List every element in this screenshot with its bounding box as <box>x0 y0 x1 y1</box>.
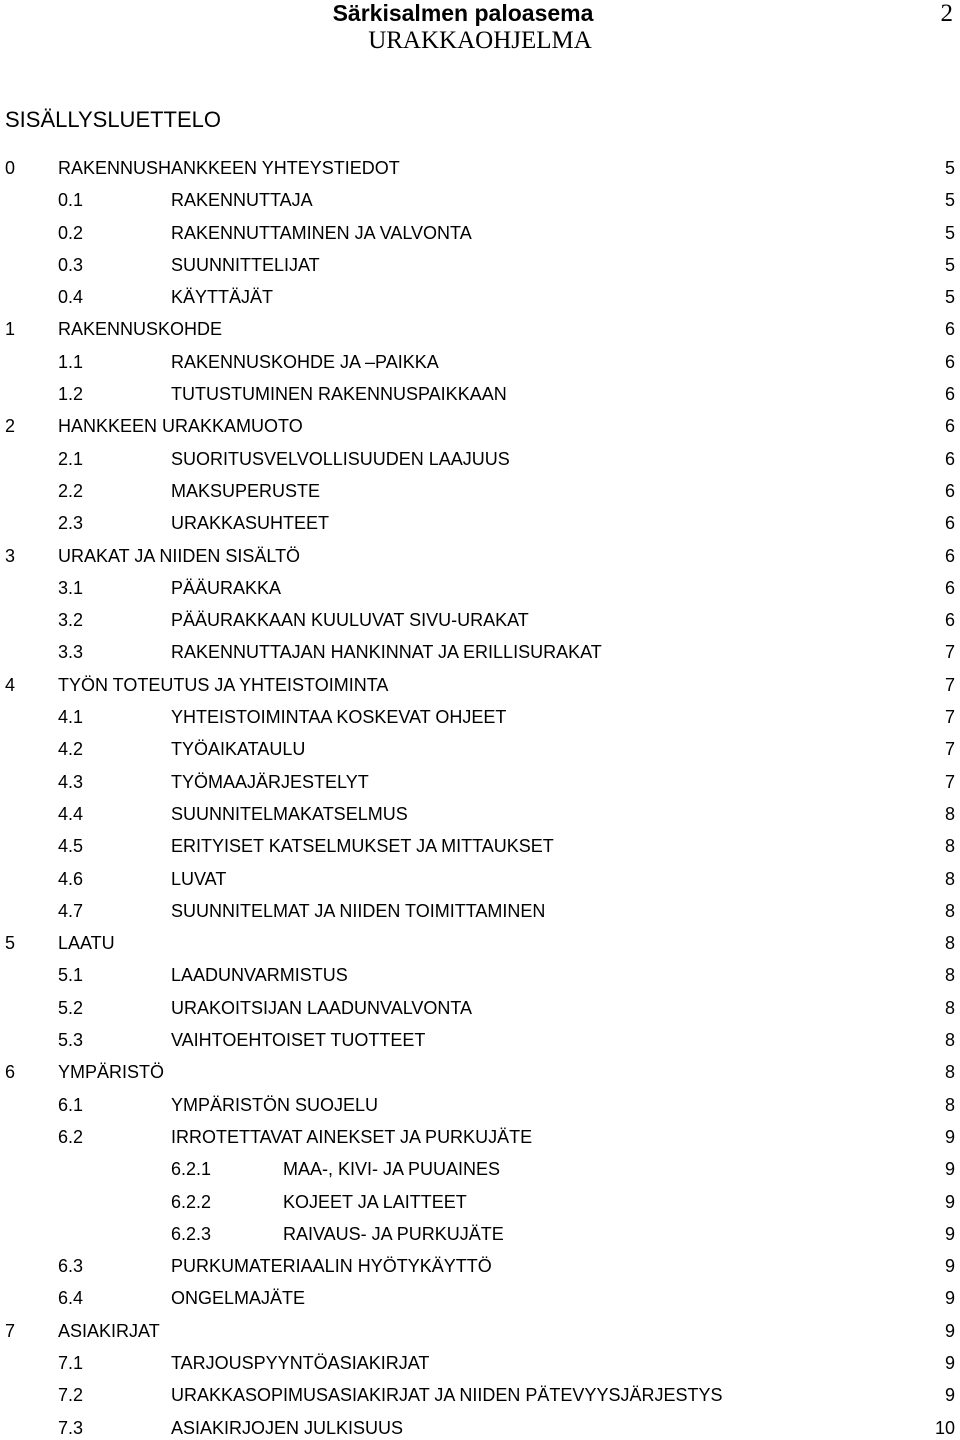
toc-entry <box>0 1385 960 1405</box>
toc-entry-page: 8 <box>944 997 955 1018</box>
toc-entry <box>0 158 960 178</box>
toc-entry-title: ONGELMAJÄTE <box>171 1288 306 1309</box>
toc-entry-page: 9 <box>944 1126 955 1147</box>
toc-entry <box>0 546 960 566</box>
toc-entry-number: 4.4 <box>58 803 84 824</box>
toc-entry-number: 7 <box>5 1320 16 1341</box>
document-title: Särkisalmen paloasema <box>332 0 594 26</box>
toc-entry <box>0 255 960 275</box>
toc-entry-title: URAKKASOPIMUSASIAKIRJAT JA NIIDEN PÄTEVYYSJÄRJESTYS <box>171 1385 723 1406</box>
toc-entry-title: TYÖN TOTEUTUS JA YHTEISTOIMINTA <box>58 674 389 695</box>
toc-entry-title: TUTUSTUMINEN RAKENNUSPAIKKAAN <box>171 384 507 405</box>
toc-entry-title: RAKENNUSHANKKEEN YHTEYSTIEDOT <box>58 158 400 178</box>
page-header <box>0 0 960 60</box>
toc-entry-page: 8 <box>944 965 955 986</box>
toc-entry-number: 2.1 <box>58 448 84 469</box>
toc-entry <box>0 1095 960 1115</box>
toc-entry-title: TARJOUSPYYNTÖASIAKIRJAT <box>171 1352 430 1373</box>
toc-entry-title: TYÖAIKATAULU <box>171 739 306 760</box>
toc-entry-title: PURKUMATERIAALIN HYÖTYKÄYTTÖ <box>171 1256 492 1277</box>
toc-entry-number: 4.5 <box>58 836 84 857</box>
toc-entry-title: PÄÄURAKKA <box>171 577 282 598</box>
toc-entry-page: 5 <box>944 158 955 178</box>
toc-entry-page: 8 <box>944 933 955 954</box>
toc-entry-number: 7.2 <box>58 1385 84 1406</box>
toc-entry <box>0 675 960 695</box>
toc-entry-page: 6 <box>944 545 955 566</box>
toc-entry-title: TYÖMAAJÄRJESTELYT <box>171 771 369 792</box>
toc-entry <box>0 1159 960 1179</box>
toc-entry-title: VAIHTOEHTOISET TUOTTEET <box>171 1030 426 1051</box>
toc-entry-number: 3.1 <box>58 577 84 598</box>
toc-entry-title: RAKENNUTTAJAN HANKINNAT JA ERILLISURAKAT <box>171 642 602 663</box>
table-of-contents <box>0 158 960 1438</box>
toc-entry-number: 4.2 <box>58 739 84 760</box>
toc-entry-page: 9 <box>944 1191 955 1212</box>
toc-entry-title: URAKOITSIJAN LAADUNVALVONTA <box>171 997 473 1018</box>
toc-entry <box>0 642 960 662</box>
toc-entry-page: 8 <box>944 803 955 824</box>
toc-entry-page: 6 <box>944 416 955 437</box>
toc-entry-title: MAA-, KIVI- JA PUUAINES <box>283 1159 501 1180</box>
toc-entry-number: 3.2 <box>58 610 84 631</box>
toc-entry-page: 9 <box>944 1385 955 1406</box>
toc-entry-page: 8 <box>944 868 955 889</box>
toc-entry <box>0 1030 960 1050</box>
toc-entry-title: URAKKASUHTEET <box>171 513 330 534</box>
toc-entry-title: RAKENNUSKOHDE JA –PAIKKA <box>171 351 439 372</box>
toc-entry-page: 5 <box>944 254 955 275</box>
toc-entry-number: 6.1 <box>58 1094 84 1115</box>
toc-entry-title: KOJEET JA LAITTEET <box>283 1191 467 1212</box>
toc-entry-title: URAKAT JA NIIDEN SISÄLTÖ <box>58 545 301 566</box>
toc-entry-title: SUUNNITELMAKATSELMUS <box>171 803 408 824</box>
toc-entry-title: ASIAKIRJOJEN JULKISUUS <box>171 1417 404 1438</box>
toc-entry-title: SUORITUSVELVOLLISUUDEN LAAJUUS <box>171 448 510 469</box>
toc-entry-number: 6.2.3 <box>171 1223 212 1244</box>
toc-entry-title: KÄYTTÄJÄT <box>171 287 274 308</box>
toc-entry-page: 9 <box>944 1288 955 1309</box>
toc-entry-page: 6 <box>944 513 955 534</box>
toc-entry-page: 9 <box>944 1223 955 1244</box>
document-subtitle: URAKKAOHJELMA <box>368 27 592 54</box>
toc-entry-title: PÄÄURAKKAAN KUULUVAT SIVU-URAKAT <box>171 610 529 631</box>
toc-entry-title: MAKSUPERUSTE <box>171 480 321 501</box>
toc-entry-page: 7 <box>944 674 955 695</box>
toc-entry <box>0 481 960 501</box>
toc-entry-page: 6 <box>944 319 955 340</box>
toc-entry-number: 3 <box>5 545 16 566</box>
toc-entry-page: 6 <box>944 577 955 598</box>
toc-entry-page: 8 <box>944 836 955 857</box>
toc-entry-page: 9 <box>944 1256 955 1277</box>
toc-entry-page: 6 <box>944 351 955 372</box>
toc-entry-number: 6.3 <box>58 1256 84 1277</box>
toc-entry-number: 5.2 <box>58 997 84 1018</box>
toc-entry <box>0 1062 960 1082</box>
toc-entry-number: 6.2.2 <box>171 1191 212 1212</box>
toc-entry <box>0 449 960 469</box>
toc-entry-page: 8 <box>944 900 955 921</box>
toc-entry <box>0 1321 960 1341</box>
toc-entry <box>0 707 960 727</box>
toc-entry-number: 7.1 <box>58 1352 84 1373</box>
toc-entry-number: 7.3 <box>58 1417 84 1438</box>
toc-entry <box>0 869 960 889</box>
toc-entry-page: 7 <box>944 707 955 728</box>
toc-entry <box>0 1192 960 1212</box>
toc-heading: SISÄLLYSLUETTELO <box>5 107 222 132</box>
toc-entry <box>0 578 960 598</box>
toc-entry-number: 6.4 <box>58 1288 84 1309</box>
toc-entry-title: SUUNNITTELIJAT <box>171 254 320 275</box>
page-number: 2 <box>940 0 953 27</box>
toc-entry-page: 5 <box>944 222 955 243</box>
toc-entry-number: 5.3 <box>58 1030 84 1051</box>
toc-entry-number: 5 <box>5 933 16 954</box>
toc-entry-number: 2.3 <box>58 513 84 534</box>
toc-entry-page: 6 <box>944 384 955 405</box>
toc-entry-title: YHTEISTOIMINTAA KOSKEVAT OHJEET <box>171 707 507 728</box>
toc-entry-title: YMPÄRISTÖN SUOJELU <box>171 1094 379 1115</box>
toc-entry <box>0 416 960 436</box>
toc-entry-number: 2 <box>5 416 16 437</box>
toc-entry-number: 1.1 <box>58 351 84 372</box>
toc-entry-page: 5 <box>944 190 955 211</box>
toc-entry <box>0 1353 960 1373</box>
toc-entry-page: 7 <box>944 771 955 792</box>
toc-entry <box>0 223 960 243</box>
toc-entry-number: 6.2 <box>58 1126 84 1147</box>
toc-entry <box>0 1256 960 1276</box>
toc-entry <box>0 610 960 630</box>
toc-entry <box>0 1127 960 1147</box>
toc-entry-number: 4.1 <box>58 707 84 728</box>
toc-entry <box>0 352 960 372</box>
toc-entry-title: RAKENNUTTAMINEN JA VALVONTA <box>171 222 472 243</box>
toc-entry-page: 7 <box>944 739 955 760</box>
toc-entry <box>0 901 960 921</box>
toc-entry-title: RAKENNUSKOHDE <box>58 319 223 340</box>
toc-entry-number: 4 <box>5 674 16 695</box>
toc-entry-number: 1 <box>5 319 16 340</box>
toc-entry <box>0 1288 960 1308</box>
toc-entry-number: 0.3 <box>58 254 84 275</box>
toc-entry-number: 6.2.1 <box>171 1159 212 1180</box>
toc-entry-page: 9 <box>944 1320 955 1341</box>
toc-entry-number: 4.6 <box>58 868 84 889</box>
toc-entry-title: LAATU <box>58 933 115 954</box>
toc-entry-title: LAADUNVARMISTUS <box>171 965 348 986</box>
toc-entry-number: 0 <box>5 158 16 178</box>
toc-entry-page: 5 <box>944 287 955 308</box>
toc-entry-page: 8 <box>944 1030 955 1051</box>
toc-entry <box>0 513 960 533</box>
toc-entry-number: 3.3 <box>58 642 84 663</box>
toc-entry <box>0 1224 960 1244</box>
toc-entry-page: 7 <box>944 642 955 663</box>
toc-entry-number: 0.1 <box>58 190 84 211</box>
toc-entry-title: RAIVAUS- JA PURKUJÄTE <box>283 1223 504 1244</box>
toc-entry-page: 8 <box>944 1062 955 1083</box>
toc-entry-number: 0.4 <box>58 287 84 308</box>
toc-entry <box>0 804 960 824</box>
toc-entry-title: YMPÄRISTÖ <box>58 1062 165 1083</box>
toc-entry-page: 6 <box>944 480 955 501</box>
toc-entry-title: RAKENNUTTAJA <box>171 190 313 211</box>
toc-entry-title: ASIAKIRJAT <box>58 1320 160 1341</box>
toc-entry <box>0 965 960 985</box>
toc-entry-title: ERITYISET KATSELMUKSET JA MITTAUKSET <box>171 836 554 857</box>
toc-entry-number: 6 <box>5 1062 16 1083</box>
toc-entry-title: LUVAT <box>171 868 227 889</box>
toc-entry-page: 9 <box>944 1159 955 1180</box>
toc-entry-number: 5.1 <box>58 965 84 986</box>
toc-entry-title: SUUNNITELMAT JA NIIDEN TOIMITTAMINEN <box>171 900 546 921</box>
toc-entry-title: HANKKEEN URAKKAMUOTO <box>58 416 303 437</box>
toc-entry <box>0 319 960 339</box>
toc-entry <box>0 998 960 1018</box>
toc-entry-page: 6 <box>944 448 955 469</box>
toc-entry-number: 4.7 <box>58 900 84 921</box>
toc-entry-number: 1.2 <box>58 384 84 405</box>
toc-entry-title: IRROTETTAVAT AINEKSET JA PURKUJÄTE <box>171 1126 533 1147</box>
toc-entry <box>0 933 960 953</box>
toc-entry <box>0 190 960 210</box>
toc-entry-page: 9 <box>944 1352 955 1373</box>
toc-entry <box>0 836 960 856</box>
toc-entry <box>0 772 960 792</box>
toc-entry <box>0 1418 960 1438</box>
toc-entry-number: 4.3 <box>58 771 84 792</box>
toc-entry-number: 0.2 <box>58 222 84 243</box>
toc-entry <box>0 384 960 404</box>
toc-entry <box>0 739 960 759</box>
toc-entry-page: 10 <box>934 1417 955 1438</box>
toc-entry-number: 2.2 <box>58 480 84 501</box>
toc-entry <box>0 287 960 307</box>
toc-entry-page: 8 <box>944 1094 955 1115</box>
toc-entry-page: 6 <box>944 610 955 631</box>
